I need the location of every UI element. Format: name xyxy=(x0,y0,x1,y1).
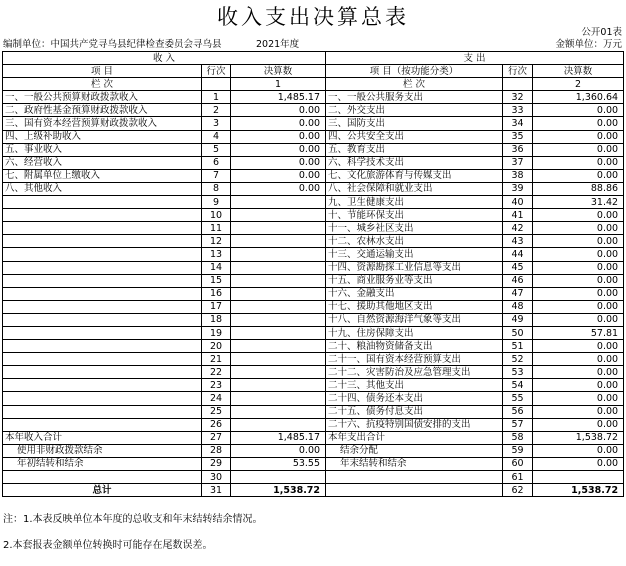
table-row xyxy=(3,261,624,274)
expense-line: 41 xyxy=(503,209,533,222)
expense-item: 二十四、债务还本支出 xyxy=(326,392,503,405)
income-item: 四、上级补助收入 xyxy=(3,130,202,143)
income-amount: 0.00 xyxy=(231,444,326,457)
income-item xyxy=(3,471,202,484)
expense-line: 53 xyxy=(503,366,533,379)
income-amount xyxy=(231,222,326,235)
col-expense-line: 行次 xyxy=(503,65,533,78)
income-item xyxy=(3,313,202,326)
income-amount: 0.00 xyxy=(231,156,326,169)
income-item xyxy=(3,326,202,339)
column-index-row xyxy=(3,78,624,91)
income-amount: 0.00 xyxy=(231,117,326,130)
notes xyxy=(3,514,263,566)
table-row xyxy=(3,287,624,300)
table-row xyxy=(3,431,624,444)
expense-amount: 0.00 xyxy=(533,235,624,248)
table-row xyxy=(3,235,624,248)
expense-line: 34 xyxy=(503,117,533,130)
income-amount xyxy=(231,326,326,339)
expense-item: 三、国防支出 xyxy=(326,117,503,130)
expense-line: 39 xyxy=(503,182,533,195)
expense-item: 二十二、灾害防治及应急管理支出 xyxy=(326,366,503,379)
income-item xyxy=(3,366,202,379)
income-line: 16 xyxy=(202,287,231,300)
table-row xyxy=(3,457,624,470)
income-line: 2 xyxy=(202,104,231,117)
income-item: 五、事业收入 xyxy=(3,143,202,156)
expense-line: 55 xyxy=(503,392,533,405)
expense-item: 二十一、国有资本经营预算支出 xyxy=(326,353,503,366)
income-line: 22 xyxy=(202,366,231,379)
expense-amount: 0.00 xyxy=(533,418,624,431)
expense-amount: 0.00 xyxy=(533,117,624,130)
expense-item: 十一、城乡社区支出 xyxy=(326,222,503,235)
note-1: 注：1.本表反映单位本年度的总收支和年末结转结余情况。 xyxy=(3,514,263,525)
expense-amount: 0.00 xyxy=(533,274,624,287)
income-line: 29 xyxy=(202,457,231,470)
income-item: 八、其他收入 xyxy=(3,182,202,195)
income-line: 20 xyxy=(202,340,231,353)
expense-line: 47 xyxy=(503,287,533,300)
income-item xyxy=(3,418,202,431)
expense-line: 33 xyxy=(503,104,533,117)
expense-line: 43 xyxy=(503,235,533,248)
table-row xyxy=(3,222,624,235)
income-item xyxy=(3,392,202,405)
expense-line: 51 xyxy=(503,340,533,353)
income-amount xyxy=(231,405,326,418)
table-row xyxy=(3,444,624,457)
income-line: 13 xyxy=(202,248,231,261)
income-item: 使用非财政拨款结余 xyxy=(3,444,202,457)
expense-item: 本年支出合计 xyxy=(326,431,503,444)
expense-amount: 0.00 xyxy=(533,340,624,353)
table-row xyxy=(3,379,624,392)
income-amount xyxy=(231,471,326,484)
expense-amount: 1,360.64 xyxy=(533,91,624,104)
income-amount: 0.00 xyxy=(231,130,326,143)
table-row xyxy=(3,248,624,261)
expense-amount: 31.42 xyxy=(533,196,624,209)
expense-line: 60 xyxy=(503,457,533,470)
expense-amount: 0.00 xyxy=(533,156,624,169)
expense-line: 45 xyxy=(503,261,533,274)
col-expense-amount: 决算数 xyxy=(533,65,624,78)
income-amount xyxy=(231,418,326,431)
income-line: 30 xyxy=(202,471,231,484)
table-row xyxy=(3,274,624,287)
expense-amount: 0.00 xyxy=(533,287,624,300)
expense-amount: 0.00 xyxy=(533,222,624,235)
expense-amount: 57.81 xyxy=(533,326,624,339)
expense-line: 40 xyxy=(503,196,533,209)
income-amount: 1,538.72 xyxy=(231,484,326,497)
income-item xyxy=(3,340,202,353)
column-header-row xyxy=(3,65,624,78)
income-line: 27 xyxy=(202,431,231,444)
table-row xyxy=(3,300,624,313)
table-row xyxy=(3,196,624,209)
col-expense-item: 项 目（按功能分类） xyxy=(326,65,503,78)
income-line: 18 xyxy=(202,313,231,326)
income-amount xyxy=(231,248,326,261)
income-line: 8 xyxy=(202,182,231,195)
section-header-row xyxy=(3,52,624,65)
expense-amount: 0.00 xyxy=(533,379,624,392)
expense-item: 年末结转和结余 xyxy=(326,457,503,470)
expense-line: 46 xyxy=(503,274,533,287)
report-year: 2021年度 xyxy=(256,39,300,50)
income-item: 三、国有资本经营预算财政拨款收入 xyxy=(3,117,202,130)
expense-line: 38 xyxy=(503,169,533,182)
expense-item: 十九、住房保障支出 xyxy=(326,326,503,339)
table-row xyxy=(3,117,624,130)
expense-amount xyxy=(533,471,624,484)
form-code: 公开01表 xyxy=(581,27,622,38)
income-line: 17 xyxy=(202,300,231,313)
expense-item: 七、文化旅游体育与传媒支出 xyxy=(326,169,503,182)
income-line: 10 xyxy=(202,209,231,222)
income-amount xyxy=(231,392,326,405)
income-item xyxy=(3,379,202,392)
expense-amount: 0.00 xyxy=(533,313,624,326)
income-amount xyxy=(231,235,326,248)
table-row xyxy=(3,104,624,117)
expense-amount: 0.00 xyxy=(533,300,624,313)
expense-item: 九、卫生健康支出 xyxy=(326,196,503,209)
income-amount: 0.00 xyxy=(231,143,326,156)
expense-item: 十六、金融支出 xyxy=(326,287,503,300)
expense-line: 52 xyxy=(503,353,533,366)
income-amount xyxy=(231,379,326,392)
expense-amount: 0.00 xyxy=(533,209,624,222)
income-line: 21 xyxy=(202,353,231,366)
income-line: 12 xyxy=(202,235,231,248)
expense-item: 五、教育支出 xyxy=(326,143,503,156)
expense-header: 支 出 xyxy=(326,52,624,65)
expense-line: 56 xyxy=(503,405,533,418)
expense-line: 61 xyxy=(503,471,533,484)
income-amount xyxy=(231,340,326,353)
income-item: 六、经营收入 xyxy=(3,156,202,169)
expense-line: 49 xyxy=(503,313,533,326)
income-line: 24 xyxy=(202,392,231,405)
income-item xyxy=(3,353,202,366)
income-line: 31 xyxy=(202,484,231,497)
col-income-line: 行次 xyxy=(202,65,231,78)
income-item xyxy=(3,235,202,248)
expense-amount: 88.86 xyxy=(533,182,624,195)
expense-amount: 0.00 xyxy=(533,104,624,117)
income-header: 收 入 xyxy=(3,52,326,65)
table-row xyxy=(3,484,624,497)
expense-amount: 0.00 xyxy=(533,169,624,182)
income-line: 1 xyxy=(202,91,231,104)
table-row xyxy=(3,91,624,104)
income-amount: 0.00 xyxy=(231,104,326,117)
income-line: 7 xyxy=(202,169,231,182)
expense-amount: 0.00 xyxy=(533,405,624,418)
income-item xyxy=(3,222,202,235)
table-row xyxy=(3,471,624,484)
income-item xyxy=(3,405,202,418)
income-amount xyxy=(231,366,326,379)
income-amount: 0.00 xyxy=(231,169,326,182)
income-item xyxy=(3,300,202,313)
income-amount: 53.55 xyxy=(231,457,326,470)
expense-item: 十八、自然资源海洋气象等支出 xyxy=(326,313,503,326)
income-amount xyxy=(231,300,326,313)
note-2: 2.本套报表金额单位转换时可能存在尾数误差。 xyxy=(3,540,213,551)
income-item xyxy=(3,248,202,261)
table-row xyxy=(3,209,624,222)
income-item xyxy=(3,287,202,300)
expense-amount: 0.00 xyxy=(533,444,624,457)
expense-line: 36 xyxy=(503,143,533,156)
table-row xyxy=(3,340,624,353)
expense-line: 44 xyxy=(503,248,533,261)
expense-item: 结余分配 xyxy=(326,444,503,457)
expense-amount: 0.00 xyxy=(533,248,624,261)
income-amount xyxy=(231,196,326,209)
expense-item xyxy=(326,484,503,497)
income-line: 15 xyxy=(202,274,231,287)
table-row xyxy=(3,169,624,182)
expense-amount: 0.00 xyxy=(533,143,624,156)
table-row xyxy=(3,182,624,195)
expense-item xyxy=(326,471,503,484)
expense-item: 十三、交通运输支出 xyxy=(326,248,503,261)
income-index-amount: 1 xyxy=(231,78,326,91)
expense-index-label: 栏 次 xyxy=(326,78,503,91)
income-line: 23 xyxy=(202,379,231,392)
table-row xyxy=(3,418,624,431)
expense-item: 二、外交支出 xyxy=(326,104,503,117)
income-amount: 1,485.17 xyxy=(231,91,326,104)
expense-line: 57 xyxy=(503,418,533,431)
expense-item: 四、公共安全支出 xyxy=(326,130,503,143)
expense-item: 六、科学技术支出 xyxy=(326,156,503,169)
expense-amount: 1,538.72 xyxy=(533,431,624,444)
income-amount xyxy=(231,287,326,300)
income-amount: 1,485.17 xyxy=(231,431,326,444)
expense-line: 42 xyxy=(503,222,533,235)
income-index-line xyxy=(202,78,231,91)
income-amount xyxy=(231,313,326,326)
expense-amount: 0.00 xyxy=(533,130,624,143)
income-item: 七、附属单位上缴收入 xyxy=(3,169,202,182)
col-income-item: 项 目 xyxy=(3,65,202,78)
expense-item: 十二、农林水支出 xyxy=(326,235,503,248)
expense-index-amount: 2 xyxy=(533,78,624,91)
income-amount xyxy=(231,209,326,222)
expense-line: 62 xyxy=(503,484,533,497)
income-amount xyxy=(231,274,326,287)
table-row xyxy=(3,326,624,339)
income-amount: 0.00 xyxy=(231,182,326,195)
expense-line: 54 xyxy=(503,379,533,392)
income-amount xyxy=(231,261,326,274)
income-item xyxy=(3,209,202,222)
expense-line: 58 xyxy=(503,431,533,444)
table-row xyxy=(3,366,624,379)
income-line: 11 xyxy=(202,222,231,235)
expense-line: 37 xyxy=(503,156,533,169)
amount-unit: 金额单位：万元 xyxy=(555,39,622,50)
expense-item: 二十、粮油物资储备支出 xyxy=(326,340,503,353)
income-item: 年初结转和结余 xyxy=(3,457,202,470)
expense-item: 二十六、抗疫特别国债安排的支出 xyxy=(326,418,503,431)
expense-line: 35 xyxy=(503,130,533,143)
expense-item: 十四、资源勘探工业信息等支出 xyxy=(326,261,503,274)
income-line: 19 xyxy=(202,326,231,339)
expense-line: 59 xyxy=(503,444,533,457)
table-row xyxy=(3,353,624,366)
table-row xyxy=(3,156,624,169)
income-item xyxy=(3,274,202,287)
expense-item: 二十三、其他支出 xyxy=(326,379,503,392)
income-line: 4 xyxy=(202,130,231,143)
expense-amount: 0.00 xyxy=(533,366,624,379)
expense-amount: 0.00 xyxy=(533,392,624,405)
expense-item: 一、一般公共服务支出 xyxy=(326,91,503,104)
table-row xyxy=(3,392,624,405)
expense-line: 32 xyxy=(503,91,533,104)
expense-amount: 0.00 xyxy=(533,261,624,274)
expense-item: 八、社会保障和就业支出 xyxy=(326,182,503,195)
table-row xyxy=(3,405,624,418)
income-item: 本年收入合计 xyxy=(3,431,202,444)
income-amount xyxy=(231,353,326,366)
table-row xyxy=(3,130,624,143)
expense-amount: 0.00 xyxy=(533,353,624,366)
report-title: 收入支出决算总表 xyxy=(217,5,409,29)
income-line: 26 xyxy=(202,418,231,431)
income-line: 28 xyxy=(202,444,231,457)
expense-line: 48 xyxy=(503,300,533,313)
income-line: 6 xyxy=(202,156,231,169)
expense-item: 十五、商业服务业等支出 xyxy=(326,274,503,287)
income-line: 14 xyxy=(202,261,231,274)
income-line: 25 xyxy=(202,405,231,418)
income-item: 总计 xyxy=(3,484,202,497)
table-row xyxy=(3,313,624,326)
unit-label: 编制单位：中国共产党寻乌县纪律检查委员会寻乌县 xyxy=(3,39,222,50)
income-line: 3 xyxy=(202,117,231,130)
expense-amount: 1,538.72 xyxy=(533,484,624,497)
expense-line: 50 xyxy=(503,326,533,339)
income-item xyxy=(3,261,202,274)
income-index-label: 栏 次 xyxy=(3,78,202,91)
income-line: 9 xyxy=(202,196,231,209)
income-item: 一、一般公共预算财政拨款收入 xyxy=(3,91,202,104)
income-item: 二、政府性基金预算财政拨款收入 xyxy=(3,104,202,117)
income-expense-table xyxy=(2,51,624,497)
expense-item: 二十五、债务付息支出 xyxy=(326,405,503,418)
col-income-amount: 决算数 xyxy=(231,65,326,78)
expense-amount: 0.00 xyxy=(533,457,624,470)
expense-item: 十七、援助其他地区支出 xyxy=(326,300,503,313)
table-row xyxy=(3,143,624,156)
expense-index-line xyxy=(503,78,533,91)
expense-item: 十、节能环保支出 xyxy=(326,209,503,222)
income-item xyxy=(3,196,202,209)
income-line: 5 xyxy=(202,143,231,156)
